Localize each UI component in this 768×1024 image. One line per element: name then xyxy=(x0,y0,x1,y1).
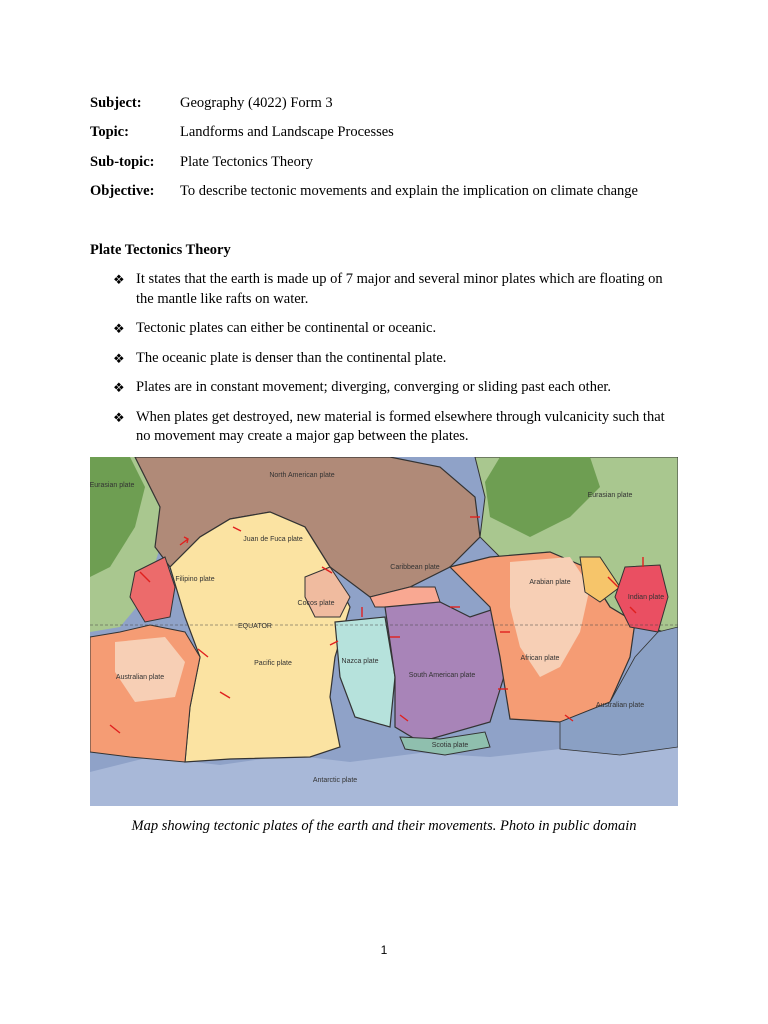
objective-value: To describe tectonic movements and explain the implication on climate change xyxy=(180,183,638,199)
label-juan-de-fuca: Juan de Fuca plate xyxy=(243,536,303,543)
diamond-bullet-icon: ❖ xyxy=(113,272,125,287)
topic-value: Landforms and Landscape Processes xyxy=(180,124,394,140)
map-caption: Map showing tectonic plates of the earth and their movements. Photo in public domain xyxy=(131,818,637,834)
label-filipino: Filipino plate xyxy=(175,576,215,583)
label-indian: Indian plate xyxy=(627,594,665,601)
bullet-text: Tectonic plates can either be continental or oceanic. xyxy=(136,320,437,336)
label-eurasian-east: Eurasian plate xyxy=(587,492,633,499)
page-number: 1 xyxy=(380,943,388,957)
diamond-bullet-icon: ❖ xyxy=(113,350,125,366)
label-caribbean: Caribbean plate xyxy=(390,564,440,571)
subtopic-label: Sub-topic: xyxy=(90,154,155,170)
bullet-text: The oceanic plate is denser than the continental plate. xyxy=(136,349,447,366)
map-svg xyxy=(90,457,678,806)
label-south-american: South American plate xyxy=(408,672,476,679)
label-australian-west: Australian plate xyxy=(115,674,165,681)
label-african: African plate xyxy=(520,655,560,662)
section-heading: Plate Tectonics Theory xyxy=(90,242,231,258)
label-north-american: North American plate xyxy=(269,472,335,479)
label-eurasian-west: Eurasian plate xyxy=(90,482,135,489)
label-cocos: Cocos plate xyxy=(297,600,335,607)
diamond-bullet-icon: ❖ xyxy=(113,321,125,336)
list-item xyxy=(113,319,673,339)
label-pacific: Pacific plate xyxy=(254,660,292,667)
list-item xyxy=(113,378,673,398)
subtopic-value: Plate Tectonics Theory xyxy=(180,154,313,170)
list-item xyxy=(113,349,673,369)
bullet-text: Plates are in constant movement; diverging, converging or sliding past each other. xyxy=(136,379,612,395)
label-nazca: Nazca plate xyxy=(341,658,379,665)
bullet-list xyxy=(113,270,673,457)
tectonic-plates-map xyxy=(90,457,678,806)
list-item xyxy=(113,270,673,309)
bullet-text: When plates get destroyed, new material is formed elsewhere through vulcanicity such that no movement may create a major gap between the plates. xyxy=(136,408,665,444)
bullet-text: It states that the earth is made up of 7 major and several minor plates which are floating on the mantle like rafts on water. xyxy=(136,271,663,307)
label-australian-east: Australian plate xyxy=(595,702,645,709)
topic-label: Topic: xyxy=(90,124,129,140)
label-scotia: Scotia plate xyxy=(431,742,469,749)
label-antarctic: Antarctic plate xyxy=(312,777,358,784)
diamond-bullet-icon: ❖ xyxy=(113,380,125,395)
label-arabian: Arabian plate xyxy=(529,579,571,586)
list-item xyxy=(113,408,673,447)
objective-label: Objective: xyxy=(90,183,155,199)
subject-value: Geography (4022) Form 3 xyxy=(180,95,333,111)
diamond-bullet-icon: ❖ xyxy=(113,409,125,425)
label-equator: EQUATOR xyxy=(238,623,272,630)
subject-label: Subject: xyxy=(90,95,142,111)
